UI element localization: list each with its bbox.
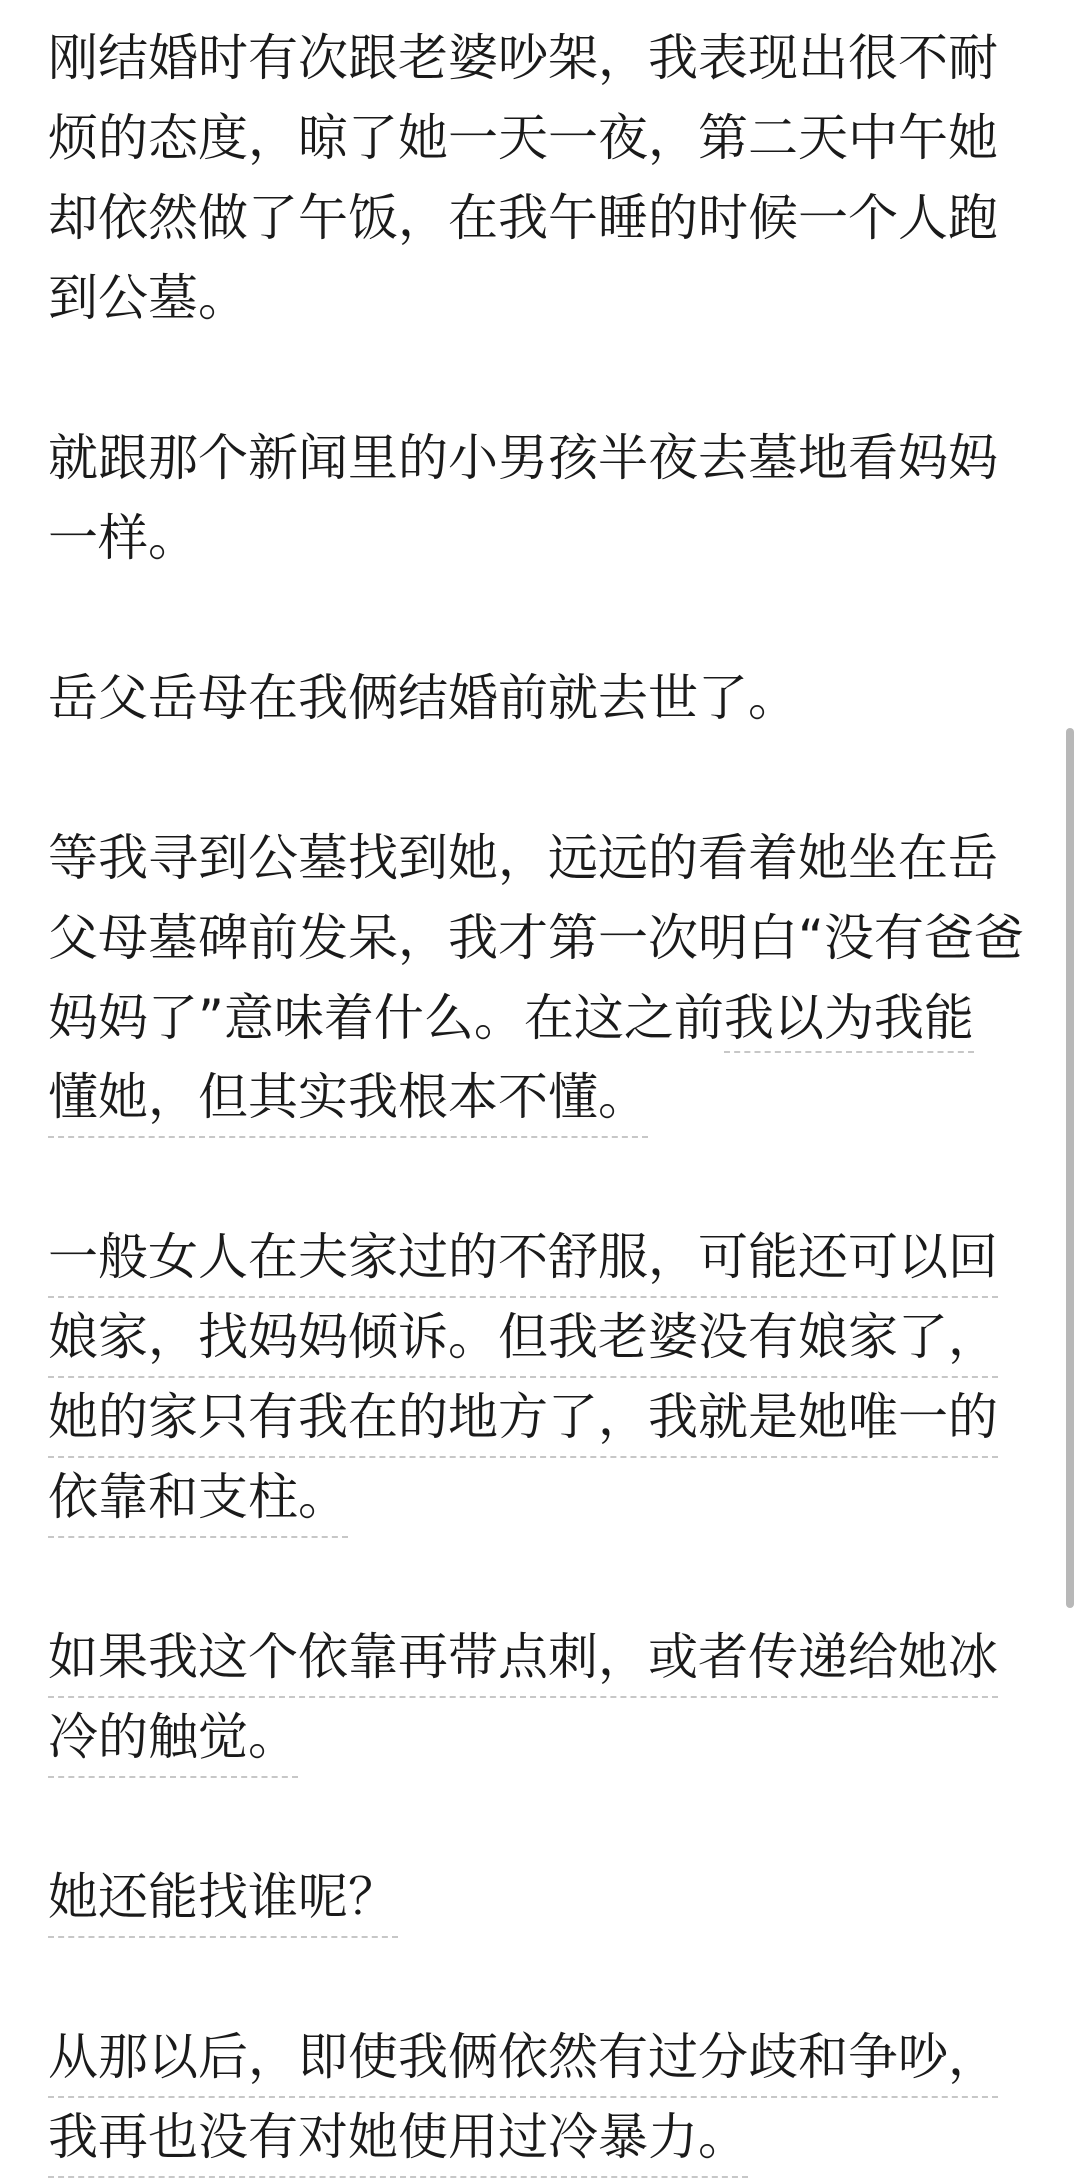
highlighted-text-line[interactable]: 如果我这个依靠再带点刺，或者传递给她冰 <box>48 1618 998 1698</box>
paragraph-gap <box>48 338 1040 418</box>
highlighted-text-line[interactable]: 她的家只有我在的地方了，我就是她唯一的 <box>48 1378 998 1458</box>
text-line: 就跟那个新闻里的小男孩半夜去墓地看妈妈 <box>48 429 998 487</box>
text-line: 到公墓。 <box>48 269 248 327</box>
highlighted-text-line[interactable]: 我再也没有对她使用过冷暴力。 <box>48 2098 748 2178</box>
text-line: 刚结婚时有次跟老婆吵架，我表现出很不耐 <box>48 29 998 87</box>
text-segment: 妈妈了”意味着什么。在这之前 <box>48 989 724 1047</box>
highlighted-text-line[interactable]: 她还能找谁呢？ <box>48 1858 398 1938</box>
paragraph-7 <box>48 1858 1040 1938</box>
highlighted-text-line[interactable]: 懂她，但其实我根本不懂。 <box>48 1058 648 1138</box>
paragraph-3 <box>48 658 1040 738</box>
text-line: 烦的态度，晾了她一天一夜，第二天中午她 <box>48 109 998 167</box>
highlighted-text-line[interactable]: 一般女人在夫家过的不舒服，可能还可以回 <box>48 1218 998 1298</box>
paragraph-gap <box>48 578 1040 658</box>
paragraph-4 <box>48 818 1040 1138</box>
paragraph-gap <box>48 1538 1040 1618</box>
paragraph-gap <box>48 1938 1040 2018</box>
paragraph-gap <box>48 1138 1040 1218</box>
paragraph-2 <box>48 418 1040 578</box>
text-line: 等我寻到公墓找到她，远远的看着她坐在岳 <box>48 829 998 887</box>
paragraph-6 <box>48 1618 1040 1778</box>
highlighted-text-line[interactable]: 从那以后，即使我俩依然有过分歧和争吵， <box>48 2018 998 2098</box>
text-line: 却依然做了午饭，在我午睡的时候一个人跑 <box>48 189 998 247</box>
paragraph-1 <box>48 18 1040 338</box>
paragraph-gap <box>48 738 1040 818</box>
text-line: 岳父岳母在我俩结婚前就去世了。 <box>48 669 798 727</box>
highlighted-text-line[interactable]: 依靠和支柱。 <box>48 1458 348 1538</box>
highlighted-text-line[interactable]: 冷的触觉。 <box>48 1698 298 1778</box>
highlighted-text-segment[interactable]: 我以为我能 <box>724 989 974 1053</box>
text-line: 父母墓碑前发呆，我才第一次明白“没有爸爸 <box>48 909 1024 967</box>
paragraph-8 <box>48 2018 1040 2178</box>
paragraph-gap <box>48 1778 1040 1858</box>
highlighted-text-line[interactable]: 娘家，找妈妈倾诉。但我老婆没有娘家了， <box>48 1298 998 1378</box>
text-line <box>48 978 974 1058</box>
text-line: 一样。 <box>48 509 198 567</box>
paragraph-5 <box>48 1218 1040 1538</box>
vertical-scrollbar[interactable] <box>1066 728 1074 1608</box>
article-body <box>48 18 1040 2178</box>
